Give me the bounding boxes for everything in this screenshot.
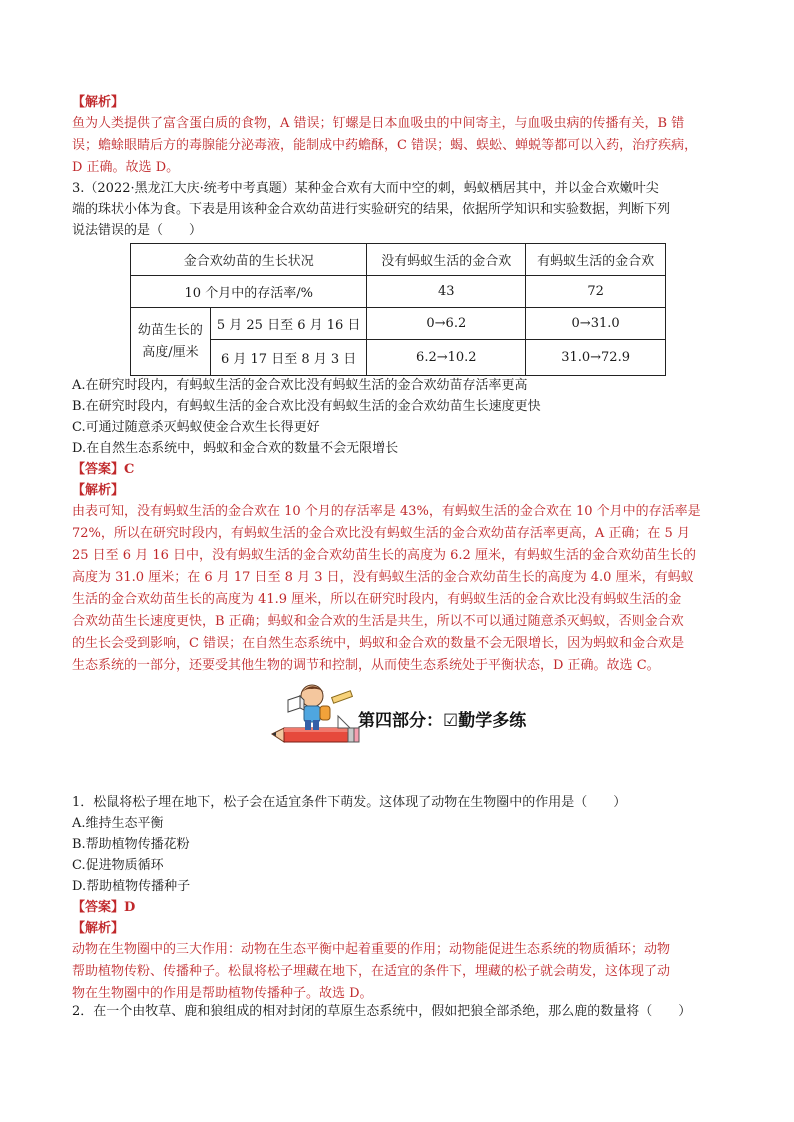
option-b: B.在研究时段内，有蚂蚁生活的金合欢比没有蚂蚁生活的金合欢幼苗生长速度更快 (72, 399, 541, 414)
analysis-label: 【解析】 (72, 483, 125, 498)
explanation-line: 生活的金合欢幼苗生长的高度为 41.9 厘米，所以在研究时段内，有蚂蚁生活的金合欢比没有蚂蚁生活的金 (72, 592, 682, 607)
student-on-pencil-illustration (268, 676, 360, 772)
table-cell: 72 (526, 276, 666, 308)
explanation-line: 误；蟾蜍眼睛后方的毒腺能分泌毒液，能制成中药蟾酥，C 错误；蝎、蜈蚣、蝉蜕等都可以入药，治疗疾病， (72, 138, 698, 153)
explanation-line: 帮助植物传粉、传播种子。松鼠将松子埋藏在地下，在适宜的条件下，埋藏的松子就会萌发，这体现了动 (72, 964, 671, 979)
analysis-label: 【解析】 (72, 95, 125, 110)
experiment-table (130, 243, 666, 376)
section-header (268, 676, 588, 772)
option-d: D.帮助植物传播种子 (72, 879, 191, 894)
table-row (131, 276, 666, 308)
explanation-line: 25 日至 6 月 16 日中，没有蚂蚁生活的金合欢幼苗生长的高度为 6.2 厘米，有蚂蚁生活的金合欢幼苗生长的 (72, 548, 696, 563)
option-a: A.在研究时段内，有蚂蚁生活的金合欢比没有蚂蚁生活的金合欢幼苗存活率更高 (72, 378, 528, 393)
explanation-line: 72%，所以在研究时段内，有蚂蚁生活的金合欢比没有蚂蚁生活的金合欢幼苗存活率更高，A 正确；在 5 月 (72, 526, 690, 541)
explanation-line: 鱼为人类提供了富含蛋白质的食物，A 错误；钉螺是日本血吸虫的中间寄主，与血吸虫病的传播有关，B 错 (72, 116, 685, 131)
question-stem-line: 端的珠状小体为食。下表是用该种金合欢幼苗进行实验研究的结果，依据所学知识和实验数据，判断下列 (72, 202, 671, 217)
table-cell: 5 月 25 日至 6 月 16 日 (210, 308, 367, 340)
table-cell: 31.0→72.9 (526, 340, 666, 376)
explanation-line: 物在生物圈中的作用是帮助植物传播种子。故选 D。 (72, 986, 373, 1001)
explanation-line: 由表可知，没有蚂蚁生活的金合欢在 10 个月的存活率是 43%，有蚂蚁生活的金合欢在 10 个月中的存活率是 (72, 504, 701, 519)
table-cell: 43 (367, 276, 526, 308)
option-c: C.促进物质循环 (72, 858, 164, 873)
explanation-line: 高度为 31.0 厘米；在 6 月 17 日至 8 月 3 日，没有蚂蚁生活的金合欢幼苗生长的高度为 4.0 厘米，有蚂蚁 (72, 570, 694, 585)
table-cell: 0→31.0 (526, 308, 666, 340)
question-stem: 1．松鼠将松子埋在地下，松子会在适宜条件下萌发。这体现了动物在生物圈中的作用是（ ） (72, 795, 627, 810)
explanation-line: D 正确。故选 D。 (72, 160, 180, 175)
table-cell: 10 个月中的存活率/% (131, 276, 367, 308)
question-stem: 2．在一个由牧草、鹿和狼组成的相对封闭的草原生态系统中，假如把狼全部杀绝，那么鹿的数量将（ ） (72, 1004, 692, 1019)
answer-label: 【答案】C (72, 462, 135, 477)
table-header-cell: 没有蚂蚁生活的金合欢 (367, 244, 526, 276)
option-b: B.帮助植物传播花粉 (72, 837, 190, 852)
table-header-row (131, 244, 666, 276)
table-cell: 0→6.2 (367, 308, 526, 340)
table-row-label: 幼苗生长的高度/厘米 (131, 308, 211, 376)
explanation-line: 动物在生物圈中的三大作用：动物在生态平衡中起着重要的作用；动物能促进生态系统的物质循环；动物 (72, 942, 671, 957)
option-c: C.可通过随意杀灭蚂蚁使金合欢生长得更好 (72, 420, 320, 435)
question-stem-line: 说法错误的是（ ） (72, 223, 203, 238)
table-cell: 6 月 17 日至 8 月 3 日 (210, 340, 367, 376)
analysis-label: 【解析】 (72, 921, 125, 936)
explanation-line: 合欢幼苗生长速度更快，B 正确；蚂蚁和金合欢的生活是共生，所以不可以通过随意杀灭蚂蚁，否则金合欢 (72, 614, 684, 629)
explanation-line: 的生长会受到影响，C 错误；在自然生态系统中，蚂蚁和金合欢的数量不会无限增长，因为蚂蚁和金合欢是 (72, 636, 685, 651)
table-header-cell: 有蚂蚁生活的金合欢 (526, 244, 666, 276)
table-row (131, 308, 666, 340)
option-a: A.维持生态平衡 (72, 816, 164, 831)
answer-label: 【答案】D (72, 900, 136, 915)
table-row (131, 340, 666, 376)
question-stem-line: 3.（2022·黑龙江大庆·统考中考真题）某种金合欢有大而中空的刺，蚂蚁栖居其中，并以金合欢嫩叶尖 (72, 181, 659, 196)
option-d: D.在自然生态系统中，蚂蚁和金合欢的数量不会无限增长 (72, 441, 399, 456)
explanation-line: 生态系统的一部分，还要受其他生物的调节和控制，从而使生态系统处于平衡状态，D 正确。故选 C。 (72, 658, 660, 673)
section-title: 第四部分：☑勤学多练 (358, 711, 527, 731)
table-header-cell: 金合欢幼苗的生长状况 (131, 244, 367, 276)
table-cell: 6.2→10.2 (367, 340, 526, 376)
